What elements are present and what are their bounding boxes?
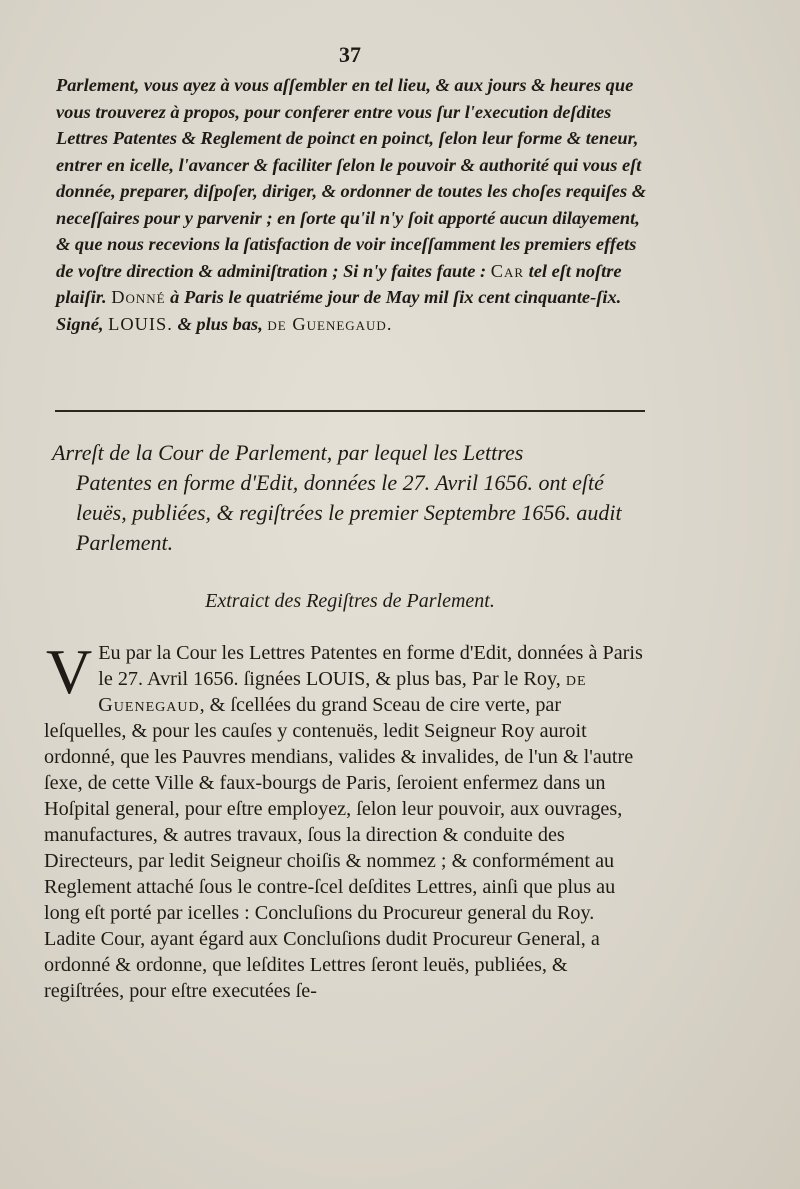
decree-text: Parlement, vous ayez à vous aſſembler en tel lieu, & aux jours & heures que vous trouverez à propos, pour conferer entre vous ſur l'execution deſdites Lettres Patentes & Reglement de poinct en poinct, ſelon leur forme & teneur, entrer en icelle, l'avancer & faciliter ſelon le pouvoir & authorité qui vous eſt donnée, preparer, diſpoſer, diriger, & ordonner de toutes les choſes requiſes & neceſſaires pour y parvenir ; en ſorte qu'il n'y ſoit apporté aucun dilayement, & que nous recevions la ſatisfaction de voir inceſſamment les premiers effets de voſtre direction & adminiſtration ; Si n'y faites faute : Car tel eſt noſtre plaiſir. Donné à Paris le quatriéme jour de May mil ſix cent cinquante-ſix. Signé, LOUIS. & plus bas, de Guenegaud.	[56, 75, 647, 334]
donne-word: Donné	[111, 287, 166, 307]
section-divider	[55, 410, 645, 412]
car-word: Car	[490, 260, 525, 281]
arrest-title-first-line: Arreſt de la Cour de Parlement, par lequel les Lettres	[52, 440, 524, 465]
drop-cap: V	[46, 636, 93, 707]
registry-extract-subtitle: Extraict des Regiſtres de Parlement.	[205, 590, 495, 612]
guenegaud-signature: de Guenegaud.	[267, 313, 393, 334]
arrest-title-rest: Patentes en forme d'Edit, données le 27. Avril 1656. ont eſté leuës, publiées, & regiſtrées le premier Septembre 1656. audit Parlement.	[76, 470, 622, 555]
arrest-title	[52, 438, 652, 558]
louis-signature: LOUIS.	[108, 313, 173, 334]
body-signatory: de Guenegaud	[98, 668, 587, 716]
body-text: V Eu par la Cour les Lettres Patentes en forme d'Edit, données à Paris le 27. Avril 1656. ſignées LOUIS, & plus bas, Par le Roy, de Guenegaud, & ſcellées du grand Sceau de cire verte, par leſquelles, & pour les cauſes y contenuës, ledit Seigneur Roy auroit ordonné, que les Pauvres mendians, valides & invalides, de l'un & l'autre ſexe, de cette Ville & faux-bourgs de Paris, ſeroient enfermez dans un Hoſpital general, pour eſtre employez, ſelon leur pouvoir, aux ouvrages, manufactures, & autres travaux, ſous la direction & conduite des Directeurs, par ledit Seigneur choiſis & nommez ; & conformément au Reglement attaché ſous le contre-ſcel deſdites Lettres, ainſi que plus au long eſt porté par icelles : Concluſions du Procureur general du Roy. Ladite Cour, ayant égard aux Concluſions dudit Procureur General, a ordonné & ordonne, que leſdites Lettres ſeront leuës, publiées, & regiſtrées, pour eſtre executées ſe-	[44, 636, 643, 1002]
page-number: 37	[339, 42, 361, 67]
